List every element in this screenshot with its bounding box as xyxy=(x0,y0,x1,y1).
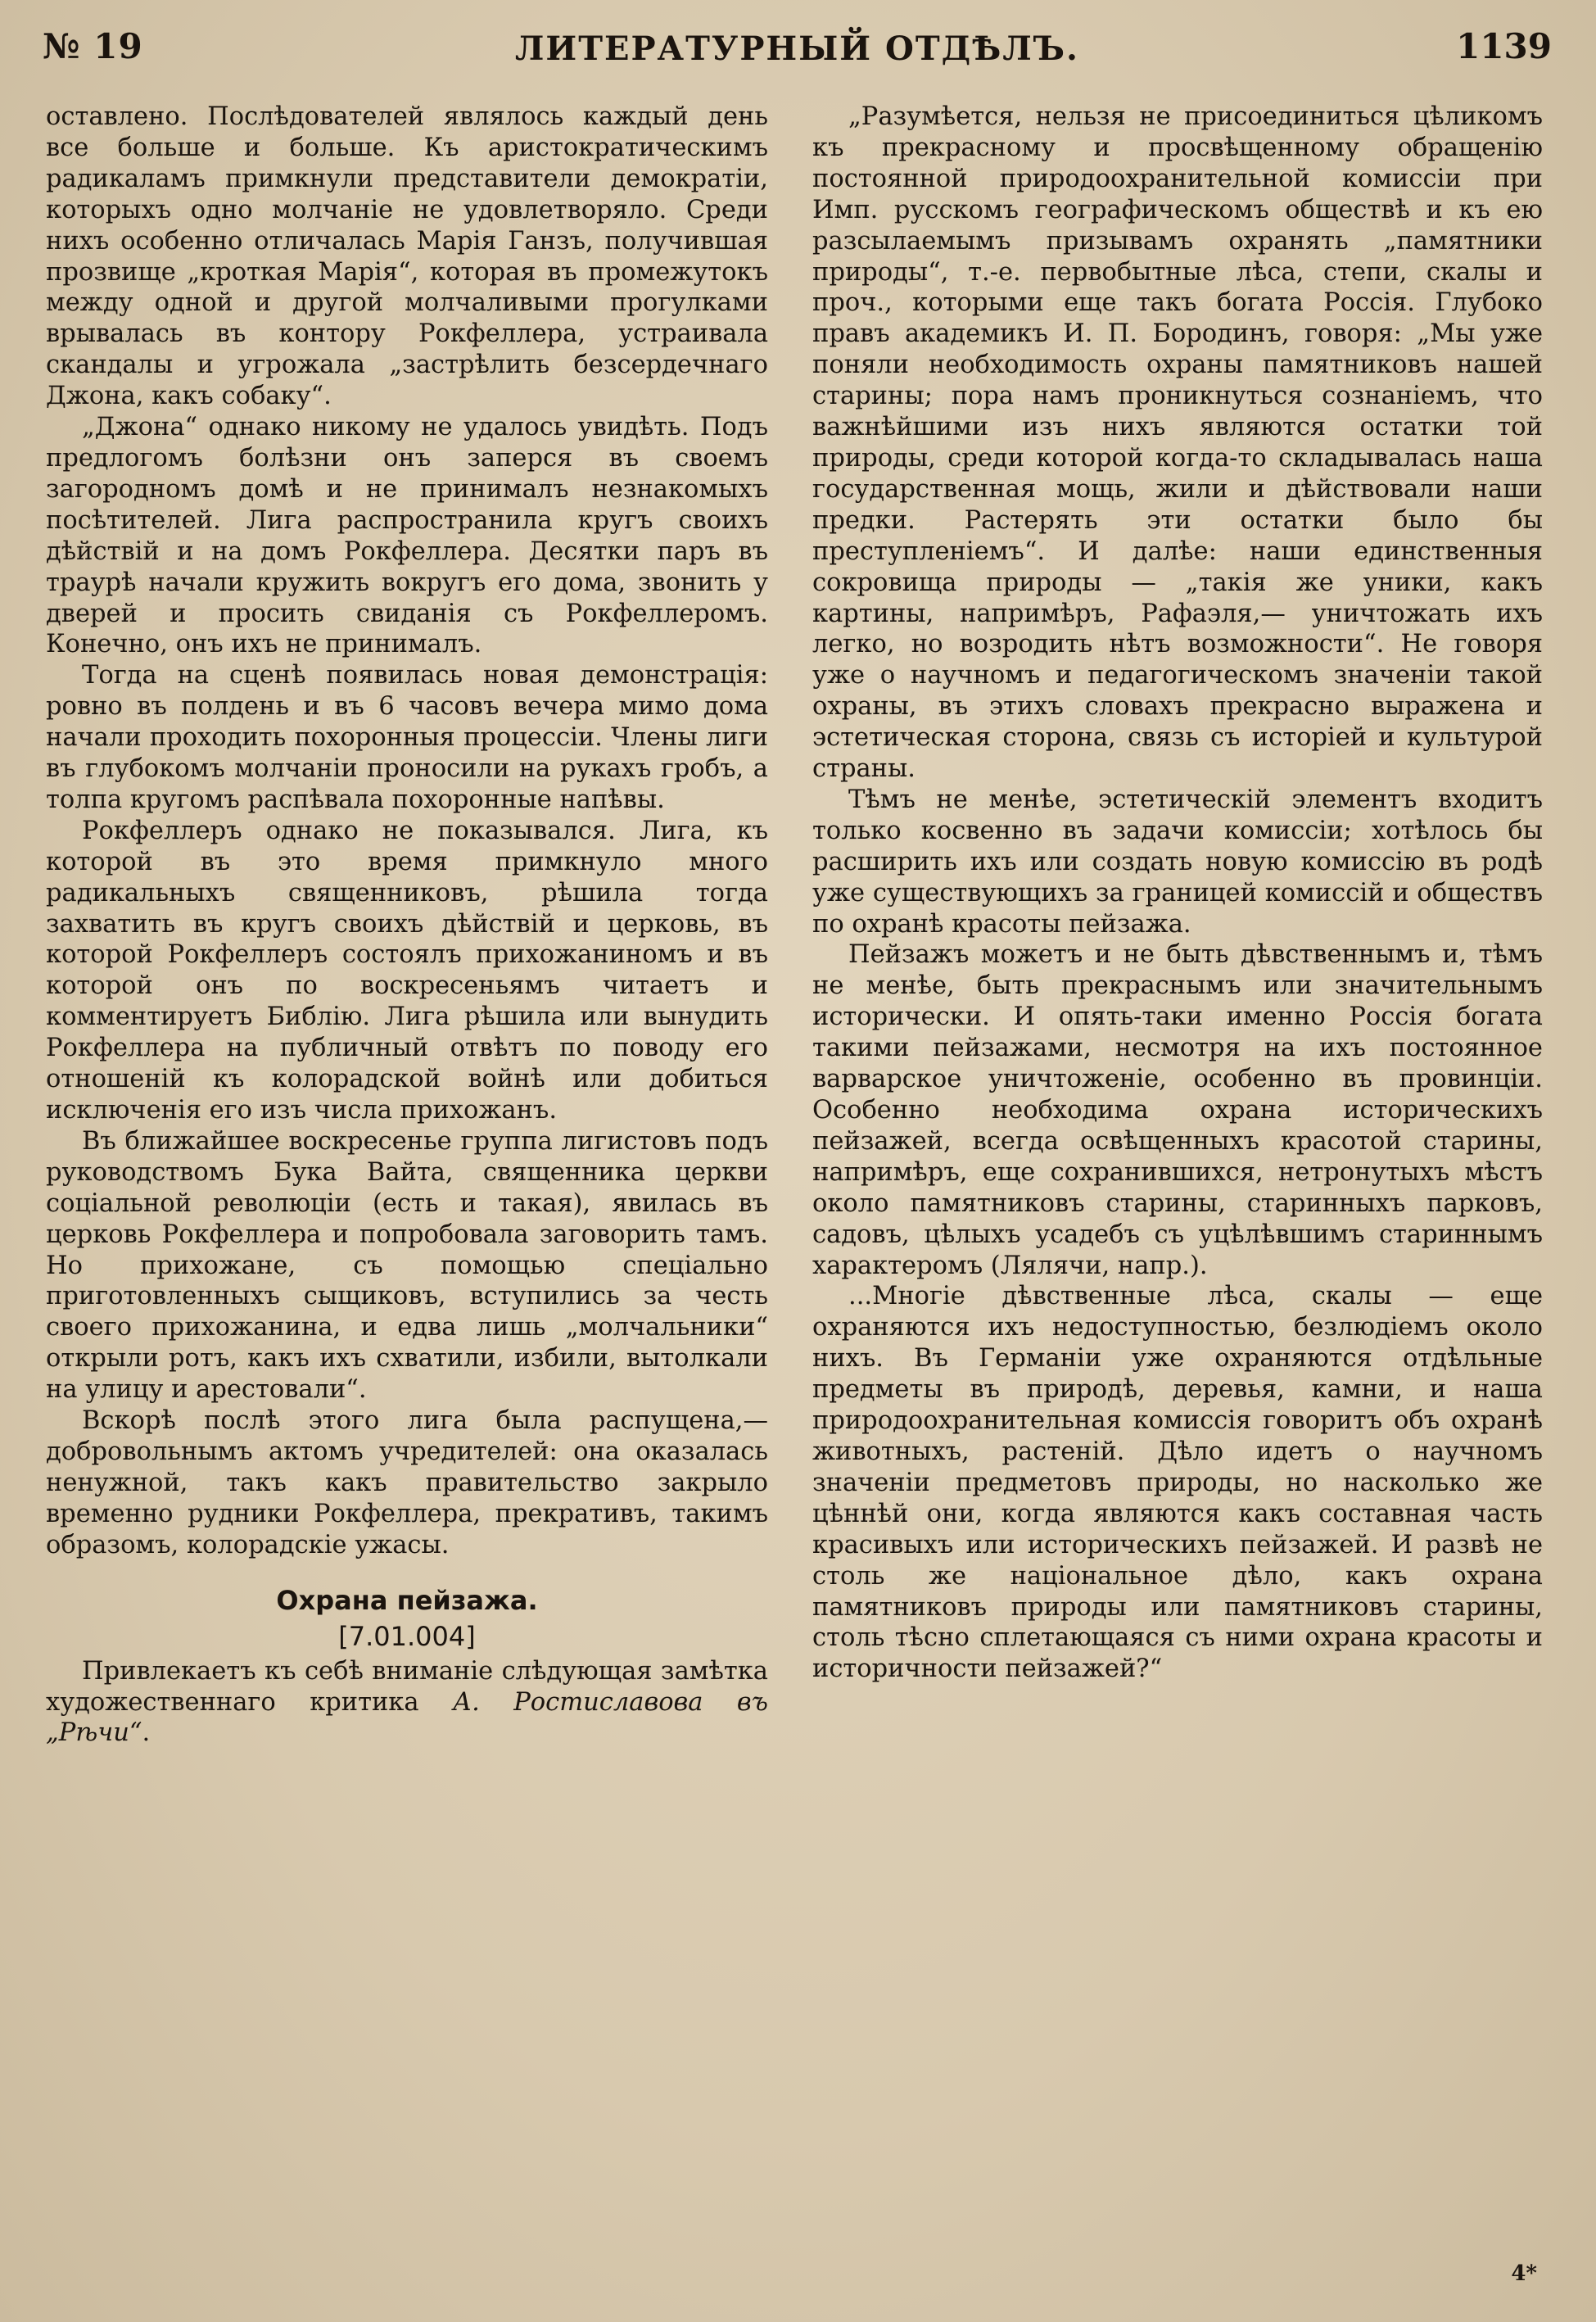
paragraph-intro xyxy=(46,1656,768,1749)
intro-end: . xyxy=(142,1718,151,1748)
paragraph: „Разумѣется, нельзя не присоединиться цѣликомъ къ прекрасному и просвѣщенному обращенію постоянной природоохранительной комиссіи при Имп. русскомъ географическомъ обществѣ и къ ею разсылаемымъ призывамъ охранять „памятники природы“, т.-е. первобытные лѣса, степи, скалы и проч., которыми еще такъ богата Россія. Глубоко правъ академикъ И. П. Бородинъ, говоря: „Мы уже поняли необходимость охраны памятниковъ нашей старины; пора намъ проникнуться сознаніемъ, что важнѣйшими изъ нихъ являются остатки той природы, среди которой когда-то складывалась наша государственная мощь, жили и дѣйствовали наши предки. Растерять эти остатки было бы преступленіемъ“. И далѣе: наши единственныя сокровища природы — „такія же уники, какъ картины, напримѣръ, Рафаэля,— уничтожать ихъ легко, но возродить нѣтъ возможности“. Не говоря уже о научномъ и педагогическомъ значеніи такой охраны, въ этихъ словахъ прекрасно выражена и эстетическая сторона, связь съ исторіей и культурой страны. xyxy=(812,102,1543,784)
paragraph: Тѣмъ не менѣе, эстетическій элементъ входитъ только косвенно въ задачи комиссіи; хотѣлось бы расширить ихъ или создать новую комиссію въ родѣ уже существующихъ за границей комиссій и обществъ по охранѣ красоты пейзажа. xyxy=(812,785,1543,939)
author-citation: А. Ростиславова въ „Рѣчи“ xyxy=(46,1687,769,1748)
paragraph: Пейзажъ можетъ и не быть дѣвственнымъ и, тѣмъ не менѣе, быть прекраснымъ или значительнымъ исторически. И опять-таки именно Россія богата такими пейзажами, несмотря на ихъ постоянное варварское уничтоженіе, особенно въ провинціи. Особенно необходима охрана историческихъ пейзажей, всегда освѣщенныхъ красотой старины, напримѣръ, еще сохранившихся, нетронутыхъ мѣстъ около памятниковъ старины, старинныхъ парковъ, садовъ, цѣлыхъ усадебъ съ уцѣлѣвшимъ стариннымъ характеромъ (Лялячи, напр.). xyxy=(812,940,1543,1280)
paragraph: ...Многіе дѣвственные лѣса, скалы — еще охраняются ихъ недоступностью, безлюдіемъ около нихъ. Въ Германіи уже охраняются отдѣльные предметы въ природѣ, деревья, камни, и наша природоохранительная комиссія говоритъ объ охранѣ животныхъ, растеній. Дѣло идетъ о научномъ значеніи предметовъ природы, но насколько же цѣннѣй они, когда являются какъ составная часть красивыхъ или историческихъ пейзажей. И развѣ не столь же національное дѣло, какъ охрана памятниковъ природы или памятниковъ старины, столь тѣсно сплетающаяся съ ними охрана красоты и историчности пейзажей?“ xyxy=(812,1282,1543,1684)
paragraph: Вскорѣ послѣ этого лига была распущена,— добровольнымъ актомъ учредителей: она оказалась ненужной, такъ какъ правительство закрыло временно рудники Рокфеллера, прекративъ, такимъ образомъ, колорадскіе ужасы. xyxy=(46,1406,768,1559)
issue-number: № 19 xyxy=(43,26,143,66)
section-code: [7.01.004] xyxy=(338,1620,476,1652)
paragraph: „Джона“ однако никому не удалось увидѣть. Подъ предлогомъ болѣзни онъ заперся въ своемъ загородномъ домѣ и не принималъ незнакомыхъ посѣтителей. Лига распространила кругъ своихъ дѣйствій и на домъ Рокфеллера. Десятки паръ въ траурѣ начали кружить вокругъ его дома, звонить у дверей и просить свиданія съ Рокфеллеромъ. Конечно, онъ ихъ не принималъ. xyxy=(46,413,768,659)
left-column xyxy=(46,102,768,1749)
paragraph: оставлено. Послѣдователей являлось каждый день все больше и больше. Къ аристократическимъ радикаламъ примкнули представители демократіи, которыхъ одно молчаніе не удовлетворяло. Среди нихъ особенно отличалась Марія Ганзъ, получившая прозвище „кроткая Марія“, которая въ промежутокъ между одной и другой молчаливыми прогулками врывалась въ контору Рокфеллера, устраивала скандалы и угрожала „застрѣлить безсердечнаго Джона, какъ собаку“. xyxy=(46,102,768,411)
paragraph: Рокфеллеръ однако не показывался. Лига, къ которой въ это время примкнуло много радикальныхъ священниковъ, рѣшила тогда захватить въ кругъ своихъ дѣйствій и церковь, въ которой Рокфеллеръ состоялъ прихожаниномъ и въ которой онъ по воскресеньямъ читаетъ и комментируетъ Библію. Лига рѣшила или вынудить Рокфеллера на публичный отвѣтъ по поводу его отношеній къ колорадской войнѣ или добиться исключенія его изъ числа прихожанъ. xyxy=(46,816,768,1125)
signature-mark: 4* xyxy=(1511,2261,1537,2286)
intro-text: Привлекаетъ къ себѣ вниманіе слѣдующая замѣтка художественнаго критика xyxy=(46,1656,768,1717)
paragraph: Въ ближайшее воскресенье группа лигистовъ подъ руководствомъ Бука Вайта, священника церкви соціальной революціи (есть и такая), явилась въ церковь Рокфеллера и попробовала заговорить тамъ. Но прихожане, съ помощью спеціально приготовленныхъ сыщиковъ, вступились за честь своего прихожанина, и едва лишь „молчальники“ открыли ротъ, какъ ихъ схватили, избили, вытолкали на улицу и арестовали“. xyxy=(46,1126,768,1405)
section-heading: Охрана пейзажа. xyxy=(276,1584,538,1616)
page-header xyxy=(43,21,1552,79)
paragraph: Тогда на сценѣ появилась новая демонстрація: ровно въ полдень и въ 6 часовъ вечера мимо дома начали проходить похоронныя процессіи. Члены лиги въ глубокомъ молчаніи проносили на рукахъ гробъ, а толпа кругомъ распѣвала похоронные напѣвы. xyxy=(46,661,768,814)
right-column xyxy=(812,102,1543,1685)
running-section-title: ЛИТЕРАТУРНЫЙ ОТДѢЛЪ. xyxy=(515,29,1079,68)
page-number: 1139 xyxy=(1456,26,1552,66)
